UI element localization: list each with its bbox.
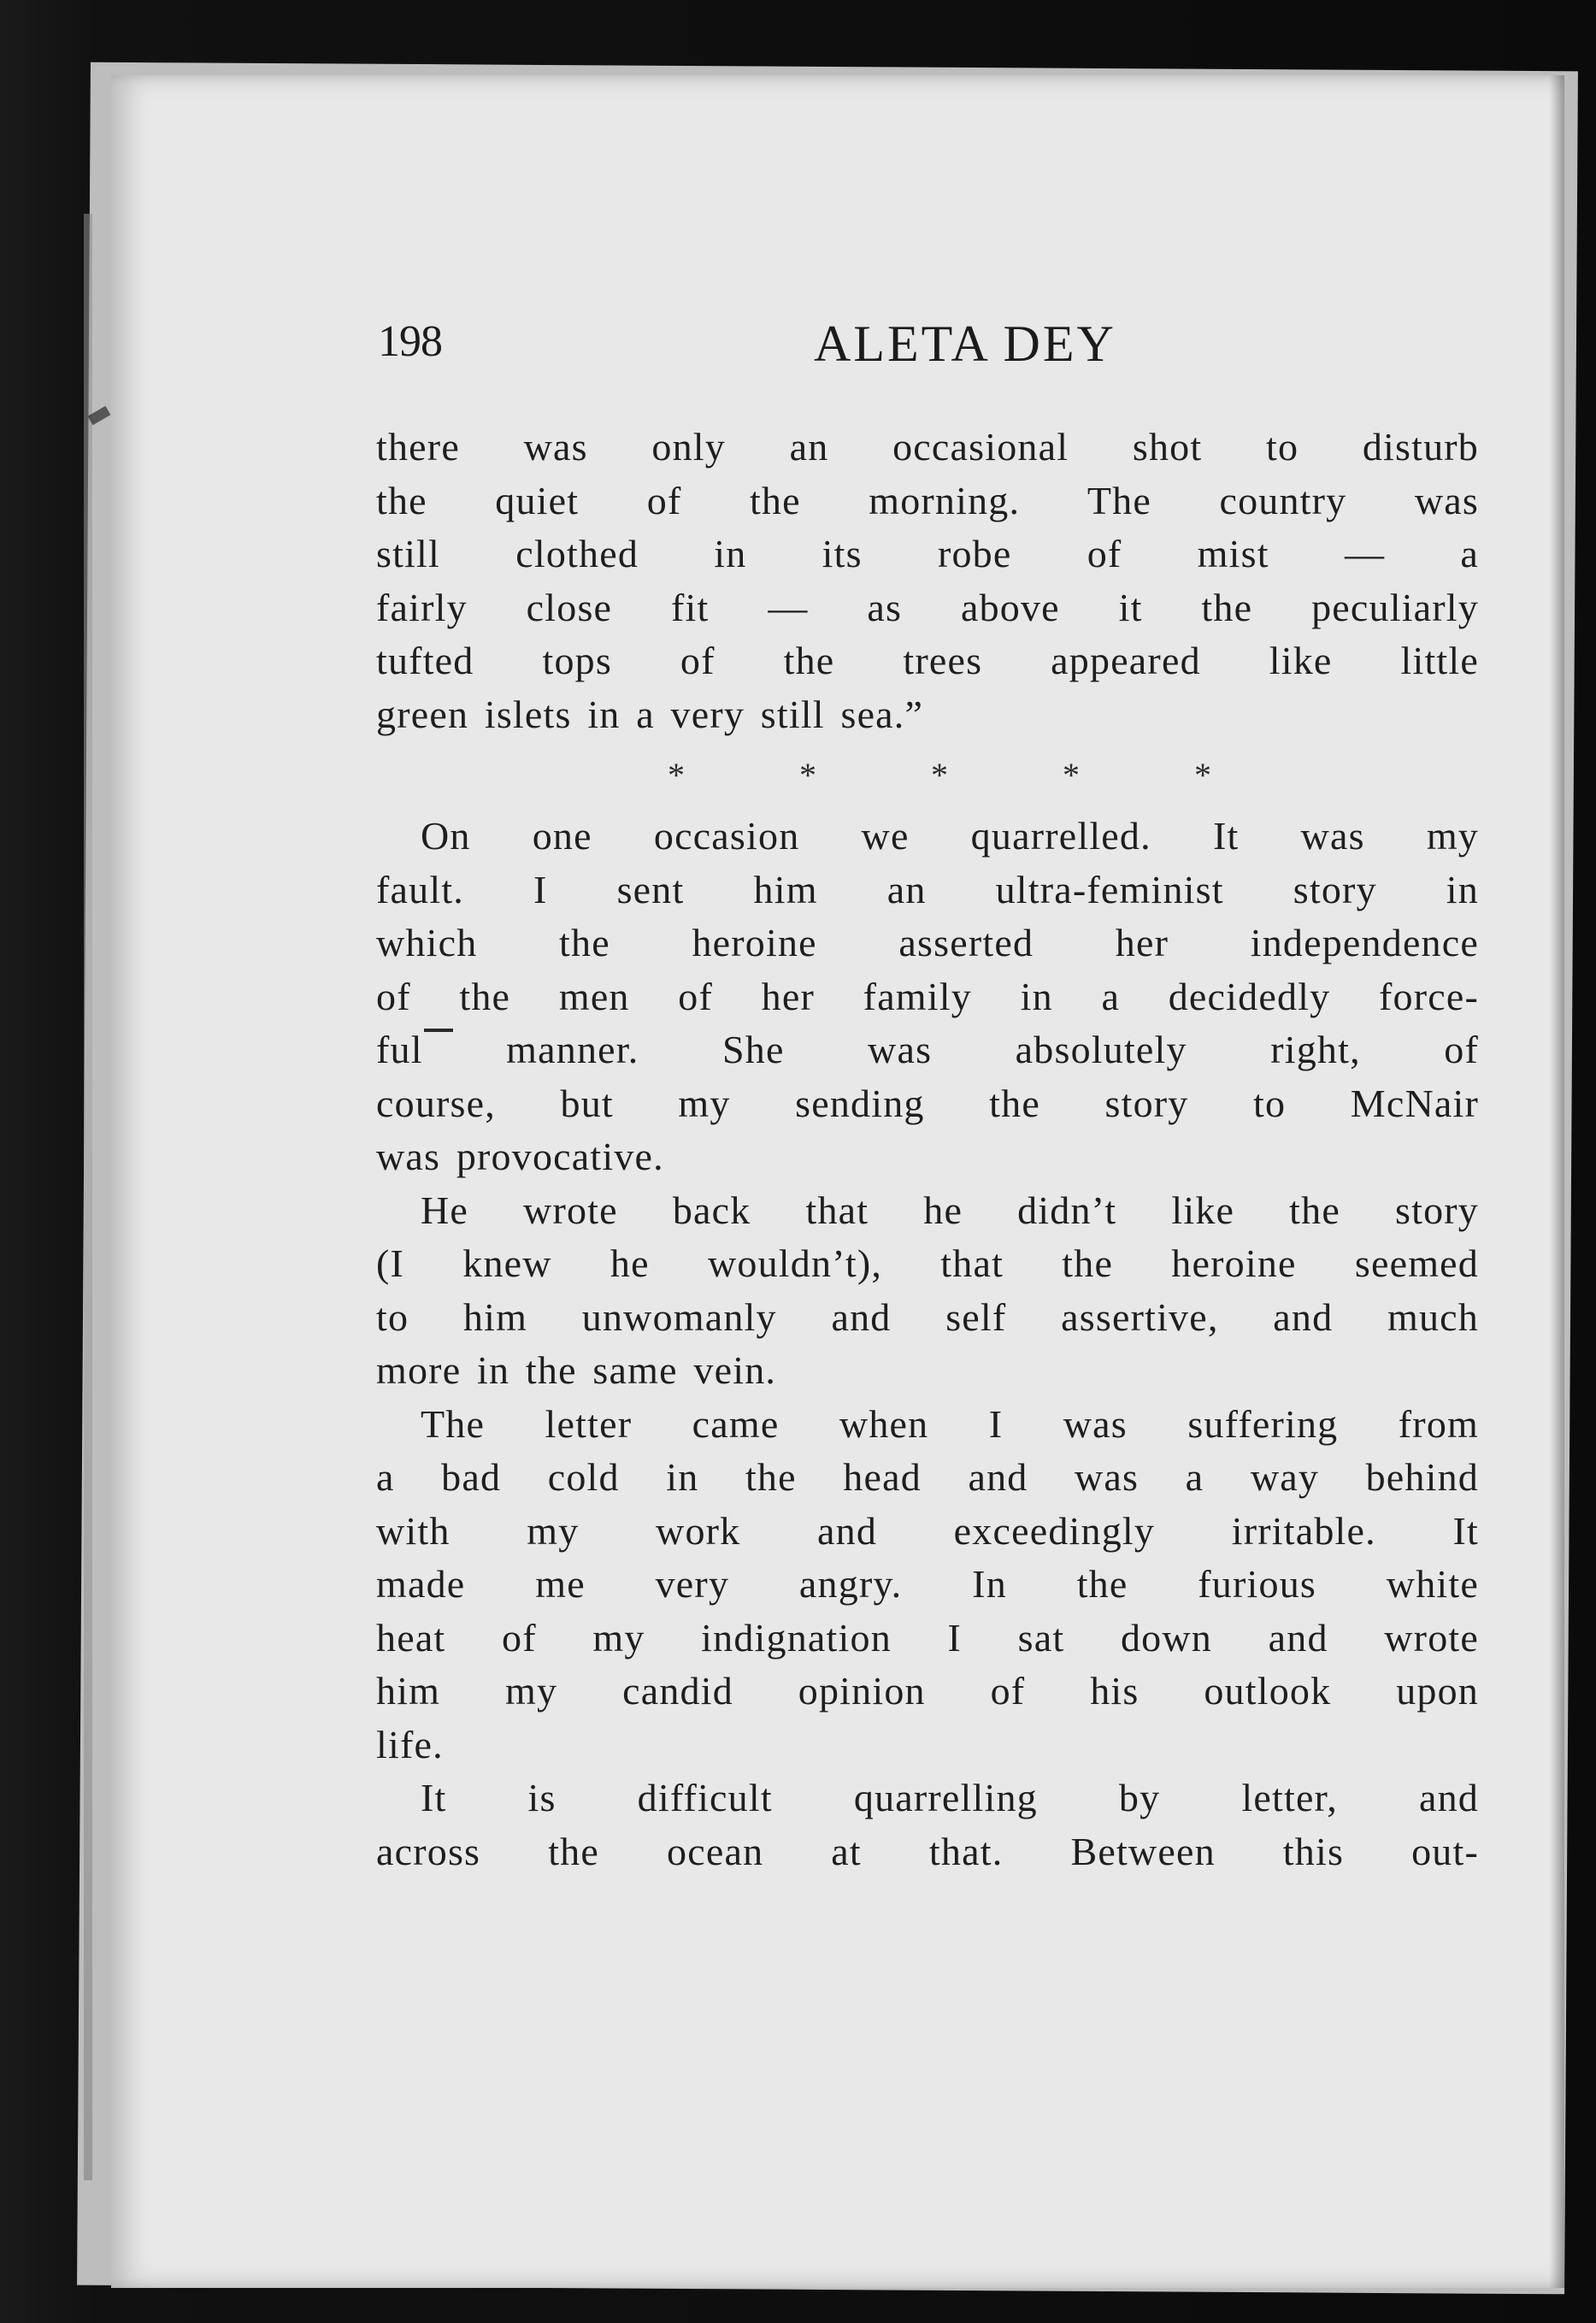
- page-edge: [84, 214, 92, 2180]
- text-line: He wrote back that he didn’t like the story: [421, 1188, 1479, 1232]
- book-title: ALETA DEY: [814, 315, 1116, 372]
- text-line: course, but my sending the story to McNair: [376, 1081, 1479, 1125]
- text-line: of the men of her family in a decidedly force-: [376, 974, 1479, 1018]
- text-line: with my work and exceedingly irritable. It: [376, 1508, 1479, 1553]
- text-line: fairly close fit — as above it the peculiarly: [376, 585, 1479, 629]
- text-line: across the ocean at that. Between this out-: [376, 1829, 1479, 1873]
- section-break: * * * * *: [668, 756, 1264, 794]
- text-line: It is difficult quarrelling by letter, and: [421, 1776, 1479, 1819]
- text-line: The letter came when I was suffering from: [421, 1401, 1479, 1446]
- text-line: life.: [376, 1722, 444, 1766]
- text-line: to him unwomanly and self assertive, and much: [376, 1294, 1479, 1339]
- text-line: ful manner. She was absolutely right, of: [376, 1028, 1479, 1071]
- text-line: him my candid opinion of his outlook upon: [376, 1669, 1479, 1713]
- text-line: fault. I sent him an ultra-feminist story in: [376, 867, 1479, 911]
- text-line: there was only an occasional shot to disturb: [376, 425, 1479, 469]
- text-line: which the heroine asserted her independence: [376, 921, 1479, 964]
- text-line: still clothed in its robe of mist — a: [376, 532, 1479, 575]
- text-line: a bad cold in the head and was a way behind: [376, 1455, 1479, 1499]
- text-line: (I knew he wouldn’t), that the heroine seemed: [376, 1241, 1479, 1285]
- text-line: green islets in a very still sea.”: [376, 692, 924, 736]
- text-line: tufted tops of the trees appeared like little: [376, 639, 1479, 682]
- page-number: 198: [378, 317, 442, 366]
- text-line: was provocative.: [376, 1135, 664, 1178]
- text-line: heat of my indignation I sat down and wrote: [376, 1615, 1479, 1660]
- text-line: made me very angry. In the furious white: [376, 1562, 1479, 1606]
- body-text: [376, 421, 1479, 1878]
- text-line: On one occasion we quarrelled. It was my: [421, 814, 1479, 858]
- text-line: more in the same vein.: [376, 1348, 777, 1392]
- running-head: [378, 316, 1481, 385]
- text-line: the quiet of the morning. The country was: [376, 478, 1479, 522]
